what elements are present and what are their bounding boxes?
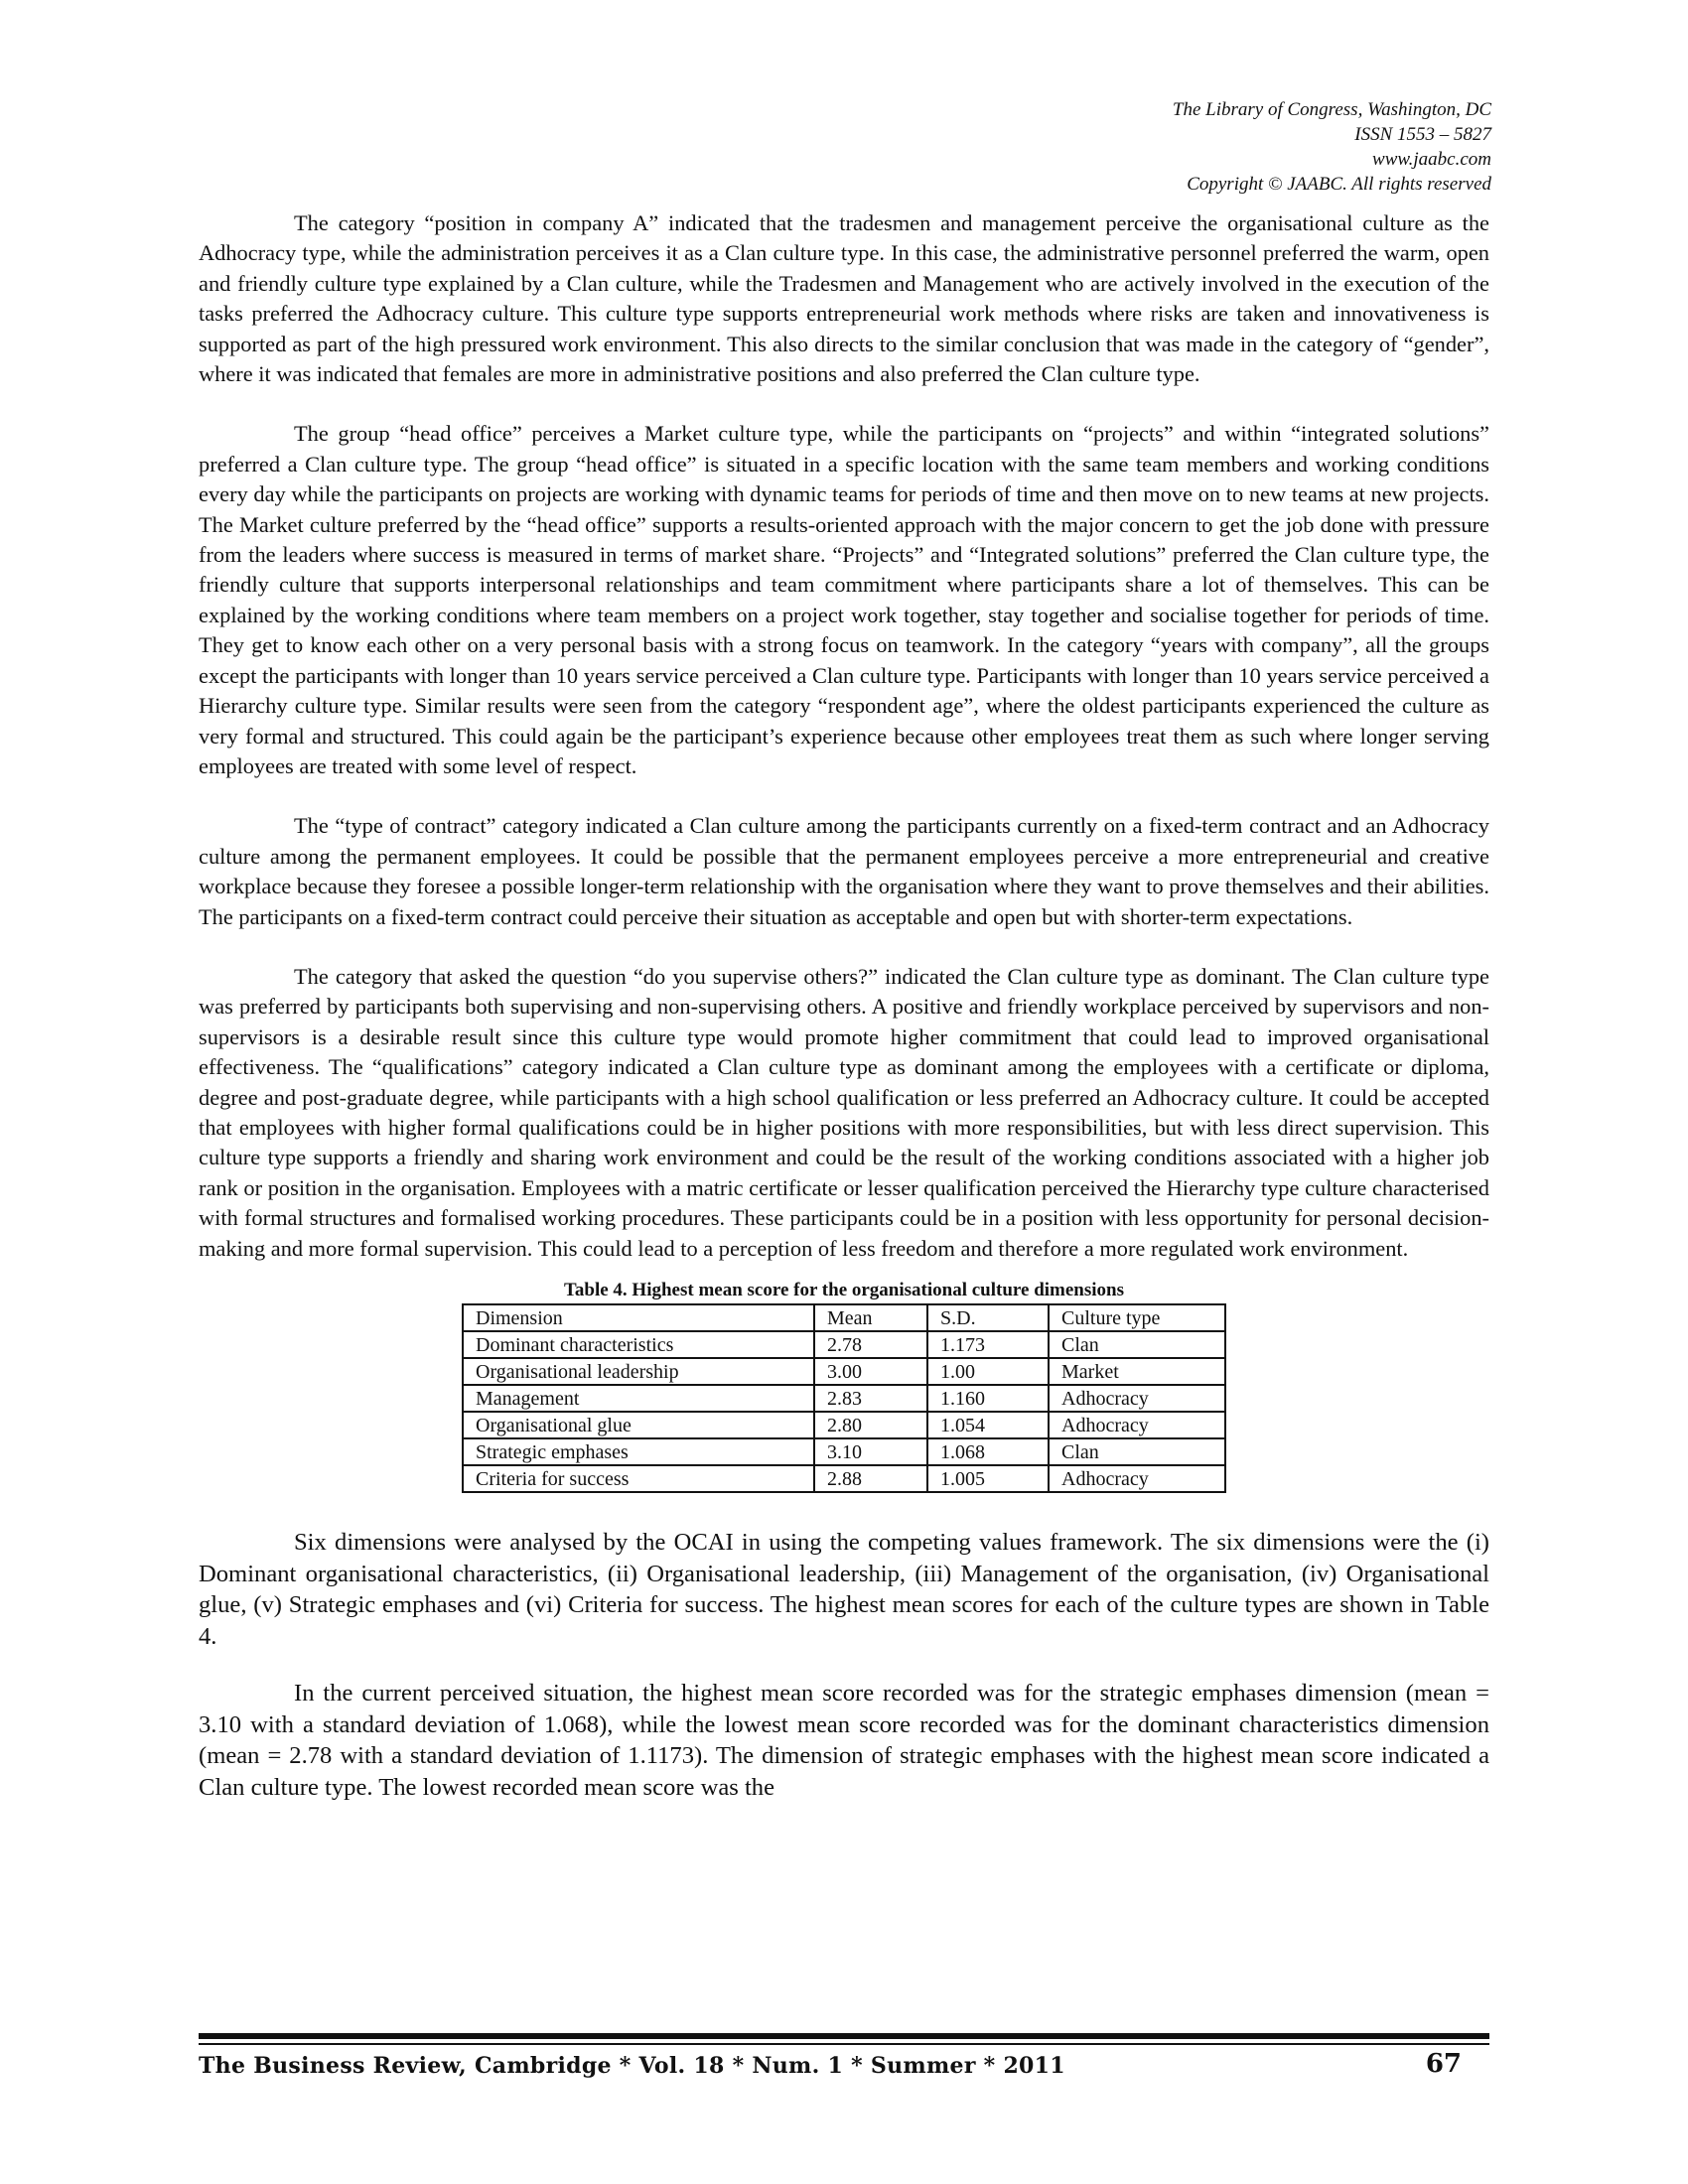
table-row	[463, 1385, 1225, 1412]
table-header-cell: Dimension	[463, 1304, 814, 1331]
header-website: www.jaabc.com	[1372, 149, 1491, 170]
table-cell: Management	[463, 1385, 814, 1412]
table-cell: Adhocracy	[1049, 1465, 1225, 1492]
header-copyright: Copyright © JAABC. All rights reserved	[1187, 174, 1491, 195]
paragraph-position-in-company: The category “position in company A” indicated that the tradesmen and management perceive the organisational culture as the Adhocracy type, while the administration perceives it as a Clan culture type. In this case, the administrative personnel preferred the warm, open and friendly culture type explained by a Clan culture, while the Tradesmen and Management who are actively involved in the execution of the tasks preferred the Adhocracy culture. This culture type supports entrepreneurial work methods where risks are taken and innovativeness is supported as part of the high pressured work environment. This also directs to the similar conclusion that was made in the category of “gender”, where it was indicated that females are more in administrative positions and also preferred the Clan culture type.	[199, 210, 1489, 387]
header-library: The Library of Congress, Washington, DC	[1172, 99, 1491, 120]
table-cell: 2.88	[814, 1465, 927, 1492]
table-4	[462, 1280, 1226, 1493]
page-number: 67	[1425, 2049, 1462, 2079]
table-cell: Adhocracy	[1049, 1412, 1225, 1438]
table-header-cell: S.D.	[927, 1304, 1049, 1331]
header-issn: ISSN 1553 – 5827	[1354, 124, 1491, 145]
table-cell: 3.10	[814, 1438, 927, 1465]
table-cell: 2.78	[814, 1331, 927, 1358]
table-cell: Organisational leadership	[463, 1358, 814, 1385]
table-row	[463, 1438, 1225, 1465]
footer-rule-thin	[199, 2043, 1489, 2045]
paragraph-head-office: The group “head office” perceives a Market culture type, while the participants on “projects” and within “integrated solutions” preferred a Clan culture type. The group “head office” is situated in a specific location with the same team members and working conditions every day while the participants on projects are working with dynamic teams for periods of time and then move on to new teams at new projects. The Market culture preferred by the “head office” supports a results-oriented approach with the major concern to get the job done with pressure from the leaders where success is measured in terms of market share. “Projects” and “Integrated solutions” preferred the Clan culture type, the friendly culture that supports interpersonal relationships and team commitment where participants share a lot of themselves. This can be explained by the working conditions where team members on a project work together, stay together and socialise together for periods of time. They get to know each other on a very personal basis with a strong focus on teamwork. In the category “years with company”, all the groups except the participants with longer than 10 years service perceived a Clan culture type. Participants with longer than 10 years service perceived a Hierarchy culture type. Similar results were seen from the category “respondent age”, where the oldest participants experienced the culture as very formal and structured. This could again be the participant’s experience because other employees treat them as such where longer serving employees are treated with some level of respect.	[199, 421, 1489, 778]
table-header-row	[463, 1304, 1225, 1331]
table-caption: Table 4. Highest mean score for the organisational culture dimensions	[563, 1280, 1125, 1300]
table-cell: Strategic emphases	[463, 1438, 814, 1465]
table-cell: 2.83	[814, 1385, 927, 1412]
table-cell: Criteria for success	[463, 1465, 814, 1492]
table-cell: 1.160	[927, 1385, 1049, 1412]
table-cell: 3.00	[814, 1358, 927, 1385]
table-cell: 1.068	[927, 1438, 1049, 1465]
table-header-cell: Mean	[814, 1304, 927, 1331]
footer-rule-thick	[199, 2033, 1489, 2039]
paragraph-current-situation: In the current perceived situation, the highest mean score recorded was for the strategic emphases dimension (mean = 3.10 with a standard deviation of 1.068), while the lowest mean score recorded was for the dominant characteristics dimension (mean = 2.78 with a standard deviation of 1.1173). The dimension of strategic emphases with the highest mean score indicated a Clan culture type. The lowest recorded mean score was the	[199, 1680, 1489, 1801]
page-header	[1173, 97, 1491, 197]
footer-journal: The Business Review, Cambridge * Vol. 18 * Num. 1 * Summer * 2011	[199, 2053, 1065, 2079]
table-row	[463, 1412, 1225, 1438]
culture-dimensions-table	[462, 1303, 1226, 1493]
table-cell: 2.80	[814, 1412, 927, 1438]
table-cell: 1.005	[927, 1465, 1049, 1492]
table-cell: Clan	[1049, 1331, 1225, 1358]
table-cell: Adhocracy	[1049, 1385, 1225, 1412]
paragraph-six-dimensions: Six dimensions were analysed by the OCAI in using the competing values framework. The six dimensions were the (i) Dominant organisational characteristics, (ii) Organisational leadership, (iii) Management of the organisation, (iv) Organisational glue, (v) Strategic emphases and (vi) Criteria for success. The highest mean scores for each of the culture types are shown in Table 4.	[199, 1529, 1489, 1650]
page-content	[199, 208, 1489, 1829]
table-row	[463, 1358, 1225, 1385]
table-row	[463, 1331, 1225, 1358]
paragraph-type-of-contract: The “type of contract” category indicated a Clan culture among the participants currently on a fixed-term contract and an Adhocracy culture among the permanent employees. It could be possible that the permanent employees perceive a more entrepreneurial and creative workplace because they foresee a possible longer-term relationship with the organisation where they want to prove themselves and their abilities. The participants on a fixed-term contract could perceive their situation as acceptable and open but with shorter-term expectations.	[199, 813, 1489, 929]
table-header-cell: Culture type	[1049, 1304, 1225, 1331]
table-cell: 1.00	[927, 1358, 1049, 1385]
table-cell: Organisational glue	[463, 1412, 814, 1438]
table-cell: Dominant characteristics	[463, 1331, 814, 1358]
table-cell: 1.173	[927, 1331, 1049, 1358]
table-cell: Market	[1049, 1358, 1225, 1385]
table-cell: Clan	[1049, 1438, 1225, 1465]
table-cell: 1.054	[927, 1412, 1049, 1438]
paragraph-supervise-others: The category that asked the question “do you supervise others?” indicated the Clan culture type as dominant. The Clan culture type was preferred by participants both supervising and non-supervising others. A positive and friendly workplace perceived by supervisors and non-supervisors is a desirable result since this culture type would promote higher commitment that could lead to improved organisational effectiveness. The “qualifications” category indicated a Clan culture type as dominant among the employees with a certificate or diploma, degree and post-graduate degree, while participants with a high school qualification or less preferred an Adhocracy culture. It could be accepted that employees with higher formal qualifications could be in higher positions with more responsibilities, but with less direct supervision. This culture type supports a friendly and sharing work environment and could be the result of the working conditions associated with a higher job rank or position in the organisation. Employees with a matric certificate or lesser qualification perceived the Hierarchy type culture characterised with formal structures and formalised working procedures. These participants could be in a position with less opportunity for personal decision-making and more formal supervision. This could lead to a perception of less freedom and therefore a more regulated work environment.	[199, 963, 1489, 1261]
table-row	[463, 1465, 1225, 1492]
